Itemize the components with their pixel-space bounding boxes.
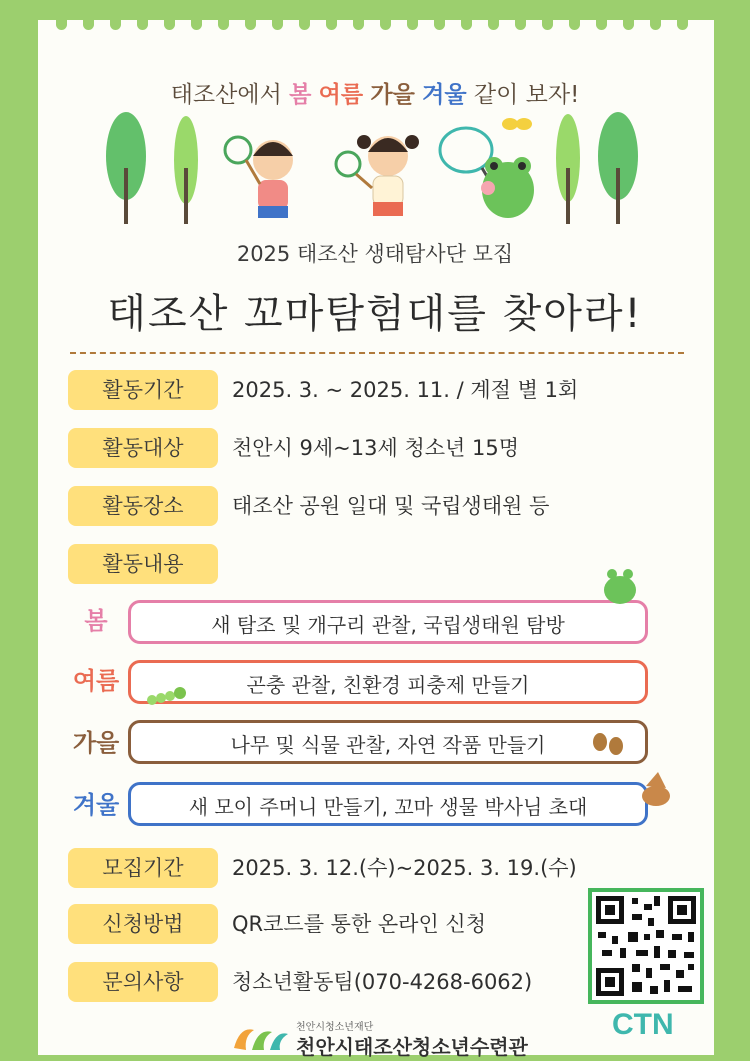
footer-center-name: 천안시태조산청소년수련관 <box>296 1035 528 1059</box>
season-winter-label: 겨울 <box>72 791 120 819</box>
season-spring-label: 봄 <box>84 607 108 635</box>
period-value: 2025. 3. ~ 2025. 11. / 계절 별 1회 <box>232 378 579 402</box>
qr-code[interactable] <box>588 888 704 1004</box>
season-summer-activity: 곤충 관찰, 친환경 피충제 만들기 <box>128 660 648 704</box>
qr-code-icon <box>592 892 700 1000</box>
method-value: QR코드를 통한 온라인 신청 <box>232 912 487 936</box>
tagline-fall: 가을 <box>370 82 415 108</box>
target-value: 천안시 9세~13세 청소년 15명 <box>232 436 519 460</box>
acorn-icon <box>593 733 623 755</box>
ctn-logo: CTN <box>612 1008 674 1041</box>
tagline-summer: 여름 <box>318 82 364 108</box>
foundation-logo-icon <box>230 1020 290 1054</box>
tagline-prefix: 태조산에서 <box>170 82 282 108</box>
season-winter-activity: 새 모이 주머니 만들기, 꼬마 생물 박사님 초대 <box>128 782 648 826</box>
bird-icon <box>642 772 670 806</box>
target-label: 활동대상 <box>68 428 218 468</box>
recruit-period-label: 모집기간 <box>68 848 218 888</box>
content-label: 활동내용 <box>68 544 218 584</box>
recruit-period-value: 2025. 3. 12.(수)~2025. 3. 19.(수) <box>232 856 577 880</box>
place-value: 태조산 공원 일대 및 국립생태원 등 <box>232 494 550 518</box>
contact-value: 청소년활동팀(070-4268-6062) <box>232 970 533 994</box>
season-fall-activity: 나무 및 식물 관찰, 자연 작품 만들기 <box>128 720 648 764</box>
tagline-suffix: 같이 보자! <box>473 82 580 108</box>
tagline-spring: 봄 <box>289 82 312 108</box>
tagline-winter: 겨울 <box>422 82 467 108</box>
contact-label: 문의사항 <box>68 962 218 1002</box>
period-label: 활동기간 <box>68 370 218 410</box>
frog-icon <box>604 569 636 604</box>
season-spring-activity: 새 탐조 및 개구리 관찰, 국립생태원 탐방 <box>128 600 648 644</box>
page-title: 태조산 꼬마탐험대를 찾아라! <box>107 291 643 337</box>
method-label: 신청방법 <box>68 904 218 944</box>
recruit-subtitle: 2025 태조산 생태탐사단 모집 <box>236 242 514 266</box>
footer-foundation: 천안시청소년재단 <box>296 1022 374 1033</box>
season-summer-label: 여름 <box>72 667 120 695</box>
season-fall-label: 가을 <box>72 729 120 757</box>
caterpillar-icon <box>147 687 186 705</box>
place-label: 활동장소 <box>68 486 218 526</box>
